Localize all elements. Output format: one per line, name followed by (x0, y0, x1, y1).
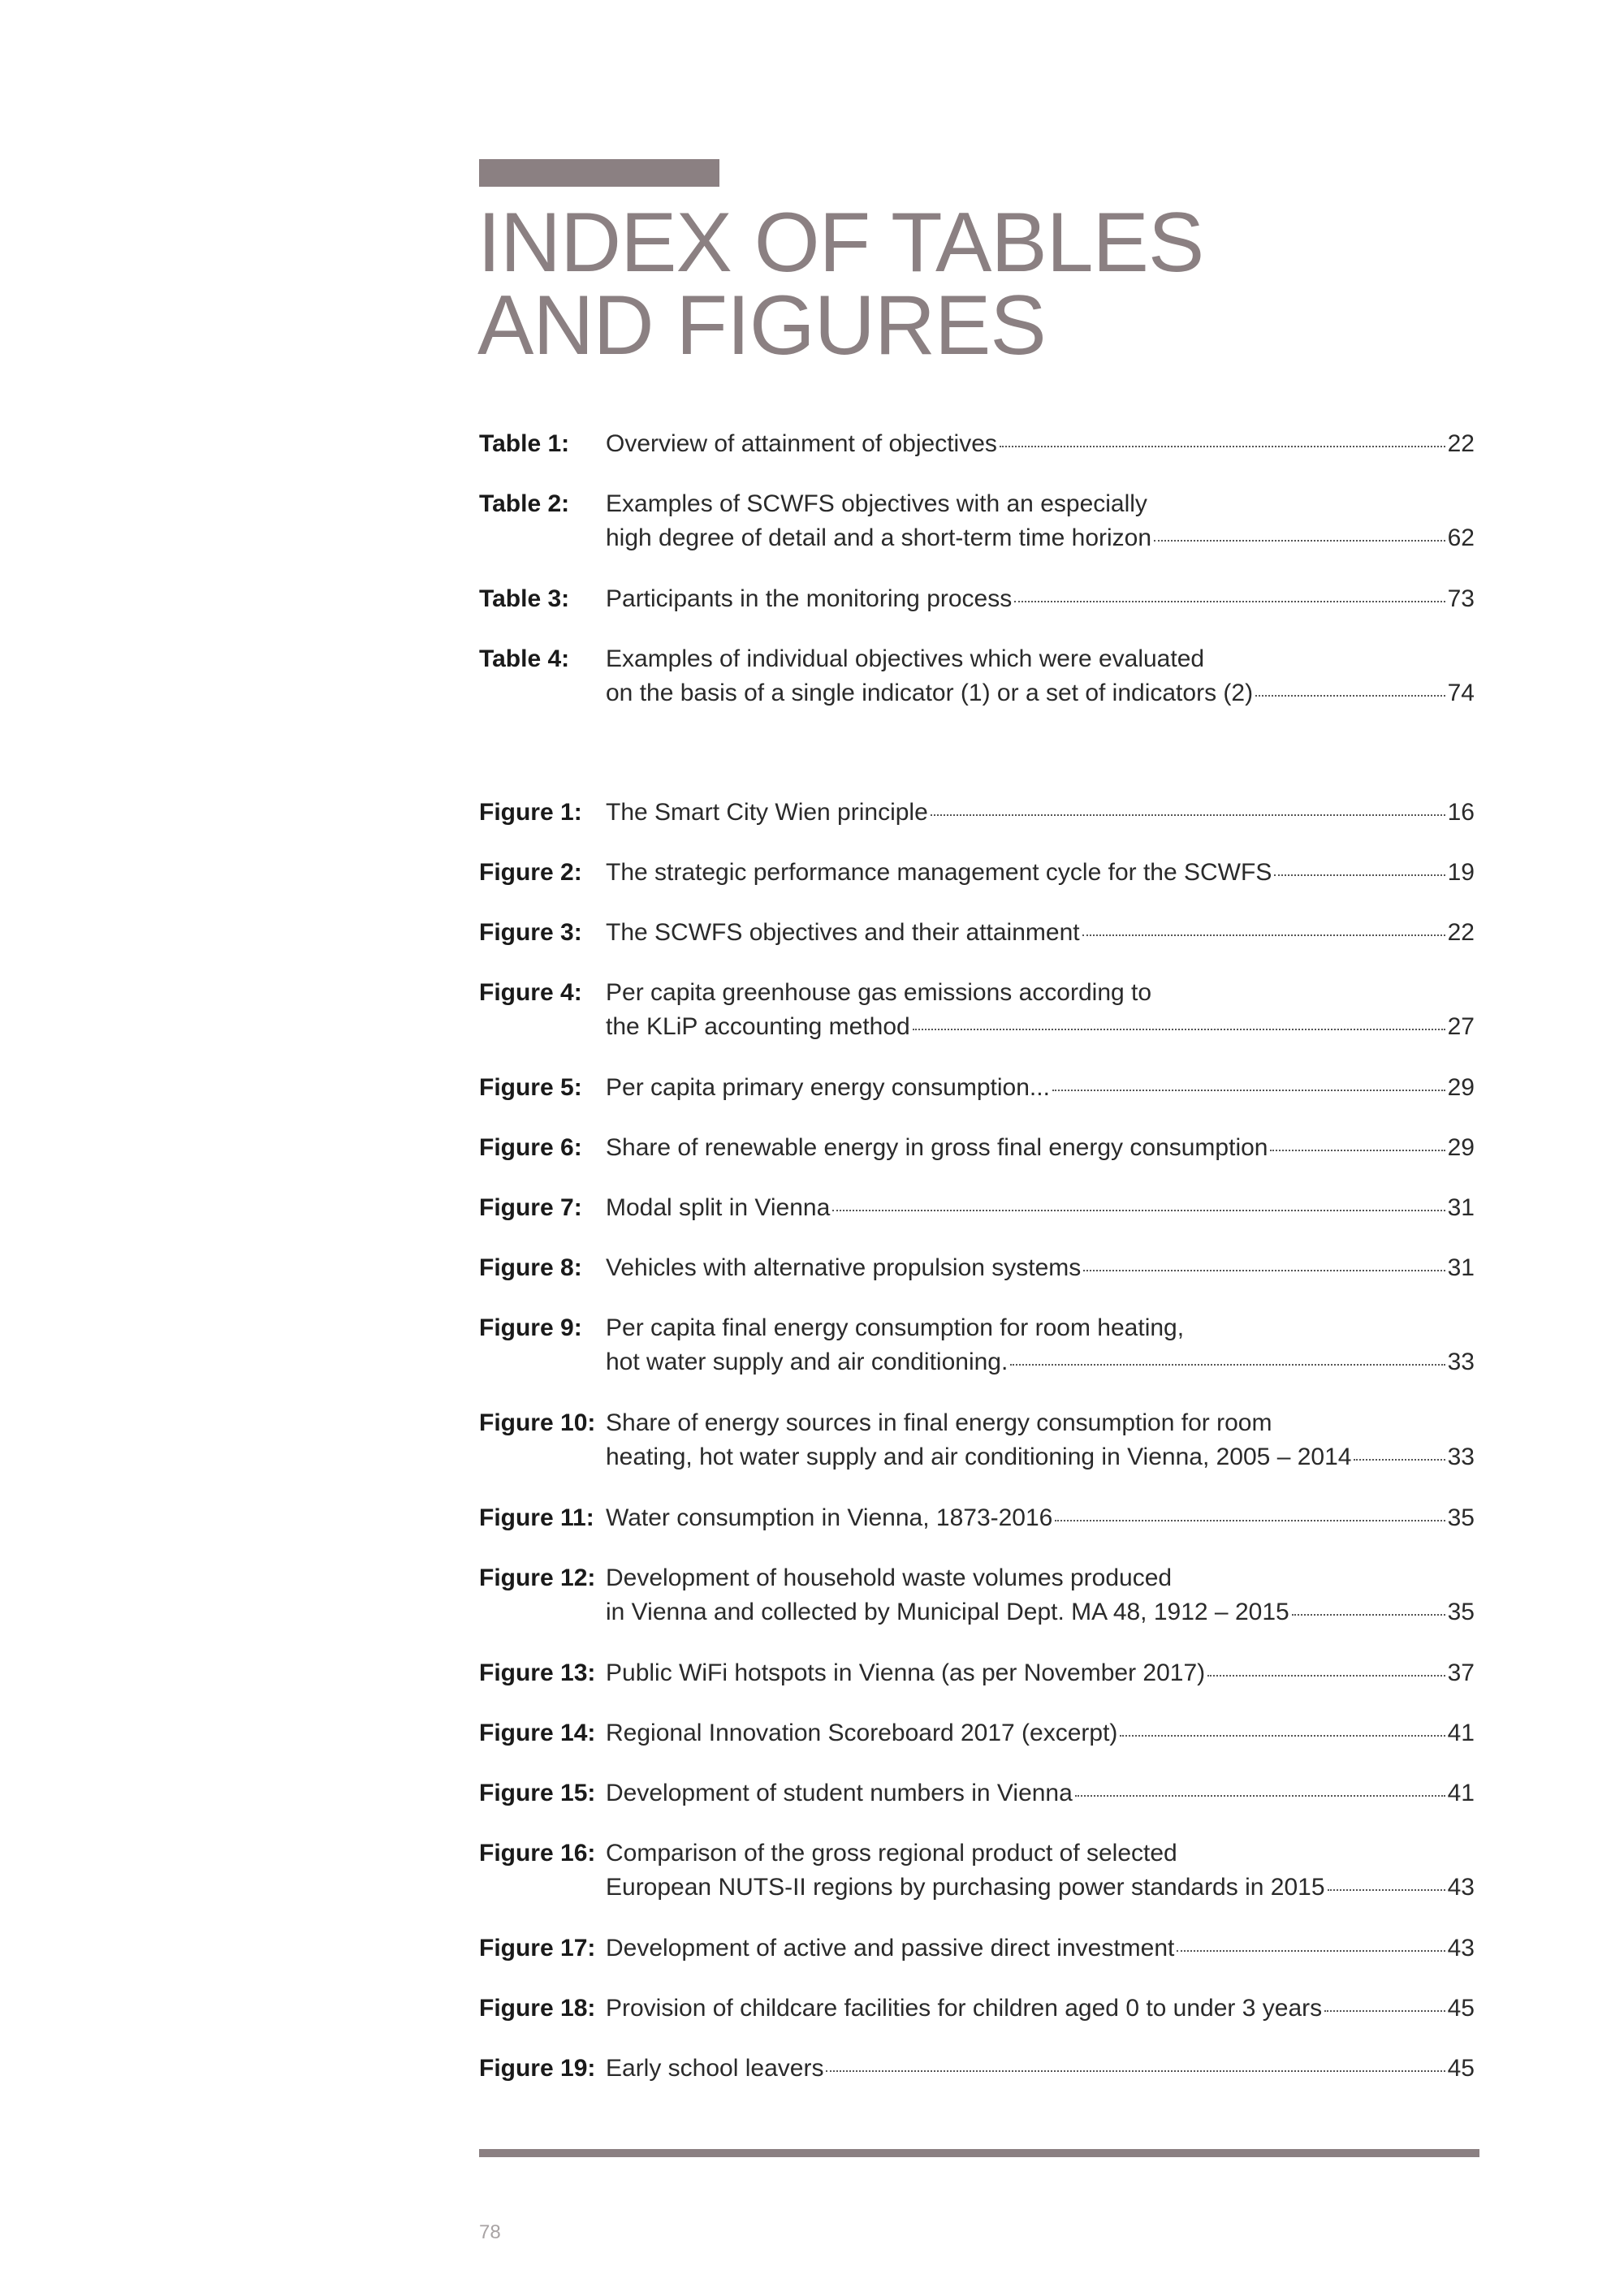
entry-title-line: Water consumption in Vienna, 1873-2016 (606, 1504, 1053, 1531)
entry-title-last-line (606, 427, 1475, 461)
entry-title-last-line (606, 1501, 1475, 1535)
dot-leader (1207, 1675, 1445, 1677)
entry-title (606, 1131, 1475, 1165)
entry-label: Figure 11: (479, 1504, 594, 1531)
entry-title-line: Regional Innovation Scoreboard 2017 (excerpt) (606, 1720, 1118, 1746)
entry-page-number: 22 (1447, 430, 1475, 457)
entry-title-line: Examples of individual objectives which were evaluated (606, 645, 1205, 672)
entry-title (606, 856, 1475, 890)
entry-title-line: Per capita primary energy consumption... (606, 1074, 1050, 1101)
entry-title-last-line (606, 676, 1475, 710)
entry-title-line: on the basis of a single indicator (1) or a set of indicators (2) (606, 680, 1254, 706)
page-title (477, 196, 1533, 373)
dot-leader (913, 1029, 1445, 1030)
entry-title-line: Share of renewable energy in gross final energy consumption (606, 1134, 1268, 1161)
entry-page-number: 43 (1447, 1935, 1475, 1962)
entry-page-number: 41 (1447, 1720, 1475, 1746)
entry-title-last-line (606, 2052, 1475, 2086)
entry-title-line: Development of student numbers in Vienna (606, 1780, 1073, 1806)
entry-title-last-line (606, 1992, 1475, 2026)
title-line: INDEX OF TABLES (477, 196, 1204, 290)
entry-label: Figure 14: (479, 1720, 596, 1746)
dot-leader (1014, 601, 1445, 602)
dot-leader (1354, 1459, 1445, 1461)
dot-leader (1082, 934, 1445, 936)
entry-title-line: Public WiFi hotspots in Vienna (as per November 2017) (606, 1659, 1206, 1686)
entry-title-line: European NUTS-II regions by purchasing power standards in 2015 (606, 1874, 1325, 1901)
entry-title (606, 1501, 1475, 1535)
entry-title-line: Development of active and passive direct investment (606, 1935, 1175, 1962)
entry-label: Figure 5: (479, 1074, 582, 1101)
entry-title-line: Per capita greenhouse gas emissions according to (606, 979, 1152, 1006)
entry-page-number: 27 (1447, 1013, 1475, 1040)
entry-page-number: 33 (1447, 1444, 1475, 1470)
entry-title-last-line (606, 1595, 1475, 1629)
entry-page-number: 37 (1447, 1659, 1475, 1686)
entry-page-number: 45 (1447, 1995, 1475, 2022)
entry-page-number: 31 (1447, 1254, 1475, 1281)
entry-title-last-line (606, 1191, 1475, 1225)
entry-title-line: in Vienna and collected by Municipal Dept. MA 48, 1912 – 2015 (606, 1599, 1289, 1625)
entry-title-line: Participants in the monitoring process (606, 585, 1013, 612)
entry-title (606, 487, 1475, 555)
footer-rule (479, 2149, 1479, 2157)
entry-page-number: 19 (1447, 859, 1475, 886)
entry-page-number: 31 (1447, 1194, 1475, 1221)
header-accent-bar (479, 159, 719, 187)
entry-title-last-line (606, 1440, 1475, 1474)
entry-label: Figure 15: (479, 1780, 596, 1806)
entry-title (606, 427, 1475, 461)
entry-title-line: hot water supply and air conditioning. (606, 1349, 1009, 1375)
dot-leader (1010, 1364, 1445, 1366)
entry-title-last-line (606, 1071, 1475, 1105)
entry-title (606, 1251, 1475, 1285)
dot-leader (1120, 1735, 1445, 1737)
entry-page-number: 22 (1447, 919, 1475, 946)
entry-title (606, 976, 1475, 1044)
title-line: AND FIGURES (477, 278, 1046, 373)
dot-leader (832, 1210, 1445, 1211)
entry-page-number: 43 (1447, 1874, 1475, 1901)
dot-leader (1000, 446, 1445, 447)
entry-label: Figure 4: (479, 979, 582, 1006)
entry-title-last-line (606, 1010, 1475, 1044)
entry-label: Figure 9: (479, 1314, 582, 1341)
entry-title (606, 796, 1475, 830)
entry-page-number: 45 (1447, 2055, 1475, 2082)
dot-leader (1270, 1150, 1445, 1151)
entry-title-last-line (606, 1131, 1475, 1165)
dot-leader (1075, 1795, 1445, 1797)
entry-title-last-line (606, 856, 1475, 890)
entry-label: Figure 2: (479, 859, 582, 886)
entry-title (606, 1561, 1475, 1629)
entry-title-last-line (606, 1345, 1475, 1379)
entry-page-number: 73 (1447, 585, 1475, 612)
entry-title (606, 1716, 1475, 1750)
entry-title (606, 582, 1475, 616)
entry-page-number: 29 (1447, 1134, 1475, 1161)
entry-title-last-line (606, 1251, 1475, 1285)
entry-label: Figure 18: (479, 1995, 596, 2022)
entry-label: Figure 19: (479, 2055, 596, 2082)
entry-page-number: 62 (1447, 524, 1475, 551)
entry-page-number: 41 (1447, 1780, 1475, 1806)
entry-title (606, 1311, 1475, 1379)
entry-title-last-line (606, 582, 1475, 616)
entry-title-last-line (606, 1871, 1475, 1905)
entry-label: Figure 3: (479, 919, 582, 946)
entry-title-line: Modal split in Vienna (606, 1194, 831, 1221)
entry-title (606, 916, 1475, 950)
entry-title (606, 1836, 1475, 1905)
dot-leader (1255, 695, 1445, 697)
entry-page-number: 33 (1447, 1349, 1475, 1375)
dot-leader (931, 814, 1445, 816)
entry-title (606, 1191, 1475, 1225)
dot-leader (1324, 2010, 1445, 2012)
entry-label: Figure 17: (479, 1935, 596, 1962)
entry-title-last-line (606, 1656, 1475, 1690)
entry-label: Table 1: (479, 430, 570, 457)
entry-label: Figure 10: (479, 1409, 596, 1436)
entry-label: Figure 12: (479, 1564, 596, 1591)
entry-title-last-line (606, 796, 1475, 830)
entry-title-line: The Smart City Wien principle (606, 799, 928, 826)
entry-title (606, 1776, 1475, 1810)
dot-leader (1328, 1889, 1445, 1891)
dot-leader (1083, 1270, 1445, 1271)
page-number: 78 (479, 2221, 501, 2243)
entry-page-number: 35 (1447, 1599, 1475, 1625)
entry-title-line: Per capita final energy consumption for room heating, (606, 1314, 1185, 1341)
entry-title (606, 1992, 1475, 2026)
entry-title-last-line (606, 1931, 1475, 1966)
entry-label: Table 3: (479, 585, 570, 612)
entry-title-line: Vehicles with alternative propulsion systems (606, 1254, 1082, 1281)
entry-label: Figure 6: (479, 1134, 582, 1161)
entry-title-line: heating, hot water supply and air conditioning in Vienna, 2005 – 2014 (606, 1444, 1352, 1470)
entry-page-number: 35 (1447, 1504, 1475, 1531)
entry-title (606, 1931, 1475, 1966)
entry-title-last-line (606, 1776, 1475, 1810)
entry-title-line: Comparison of the gross regional product of selected (606, 1840, 1177, 1867)
entry-label: Figure 13: (479, 1659, 596, 1686)
entry-title-line: high degree of detail and a short-term time horizon (606, 524, 1152, 551)
dot-leader (1292, 1614, 1445, 1616)
dot-leader (1055, 1520, 1445, 1521)
entry-title-line: Early school leavers (606, 2055, 824, 2082)
entry-page-number: 16 (1447, 799, 1475, 826)
entry-label: Figure 8: (479, 1254, 582, 1281)
entry-title (606, 1071, 1475, 1105)
dot-leader (1274, 874, 1445, 876)
entry-label: Figure 7: (479, 1194, 582, 1221)
entry-title-last-line (606, 521, 1475, 555)
dot-leader (826, 2070, 1445, 2072)
entry-label: Figure 16: (479, 1840, 596, 1867)
entry-label: Table 2: (479, 490, 570, 517)
dot-leader (1052, 1090, 1445, 1091)
entry-title-line: Examples of SCWFS objectives with an especially (606, 490, 1147, 517)
entry-label: Figure 1: (479, 799, 582, 826)
entry-title-line: the KLiP accounting method (606, 1013, 910, 1040)
entry-title (606, 2052, 1475, 2086)
entry-title-line: The strategic performance management cycle for the SCWFS (606, 859, 1272, 886)
entry-page-number: 29 (1447, 1074, 1475, 1101)
entry-title-line: Development of household waste volumes produced (606, 1564, 1173, 1591)
entry-label: Table 4: (479, 645, 570, 672)
entry-page-number: 74 (1447, 680, 1475, 706)
dot-leader (1177, 1950, 1445, 1952)
entry-title-last-line (606, 916, 1475, 950)
entry-title-line: Share of energy sources in final energy consumption for room (606, 1409, 1272, 1436)
dot-leader (1154, 540, 1445, 542)
entry-title (606, 1406, 1475, 1474)
entry-title-line: The SCWFS objectives and their attainment (606, 919, 1080, 946)
entry-title-last-line (606, 1716, 1475, 1750)
entry-title (606, 1656, 1475, 1690)
entry-title-line: Provision of childcare facilities for children aged 0 to under 3 years (606, 1995, 1323, 2022)
entry-title (606, 642, 1475, 710)
entry-title-line: Overview of attainment of objectives (606, 430, 997, 457)
